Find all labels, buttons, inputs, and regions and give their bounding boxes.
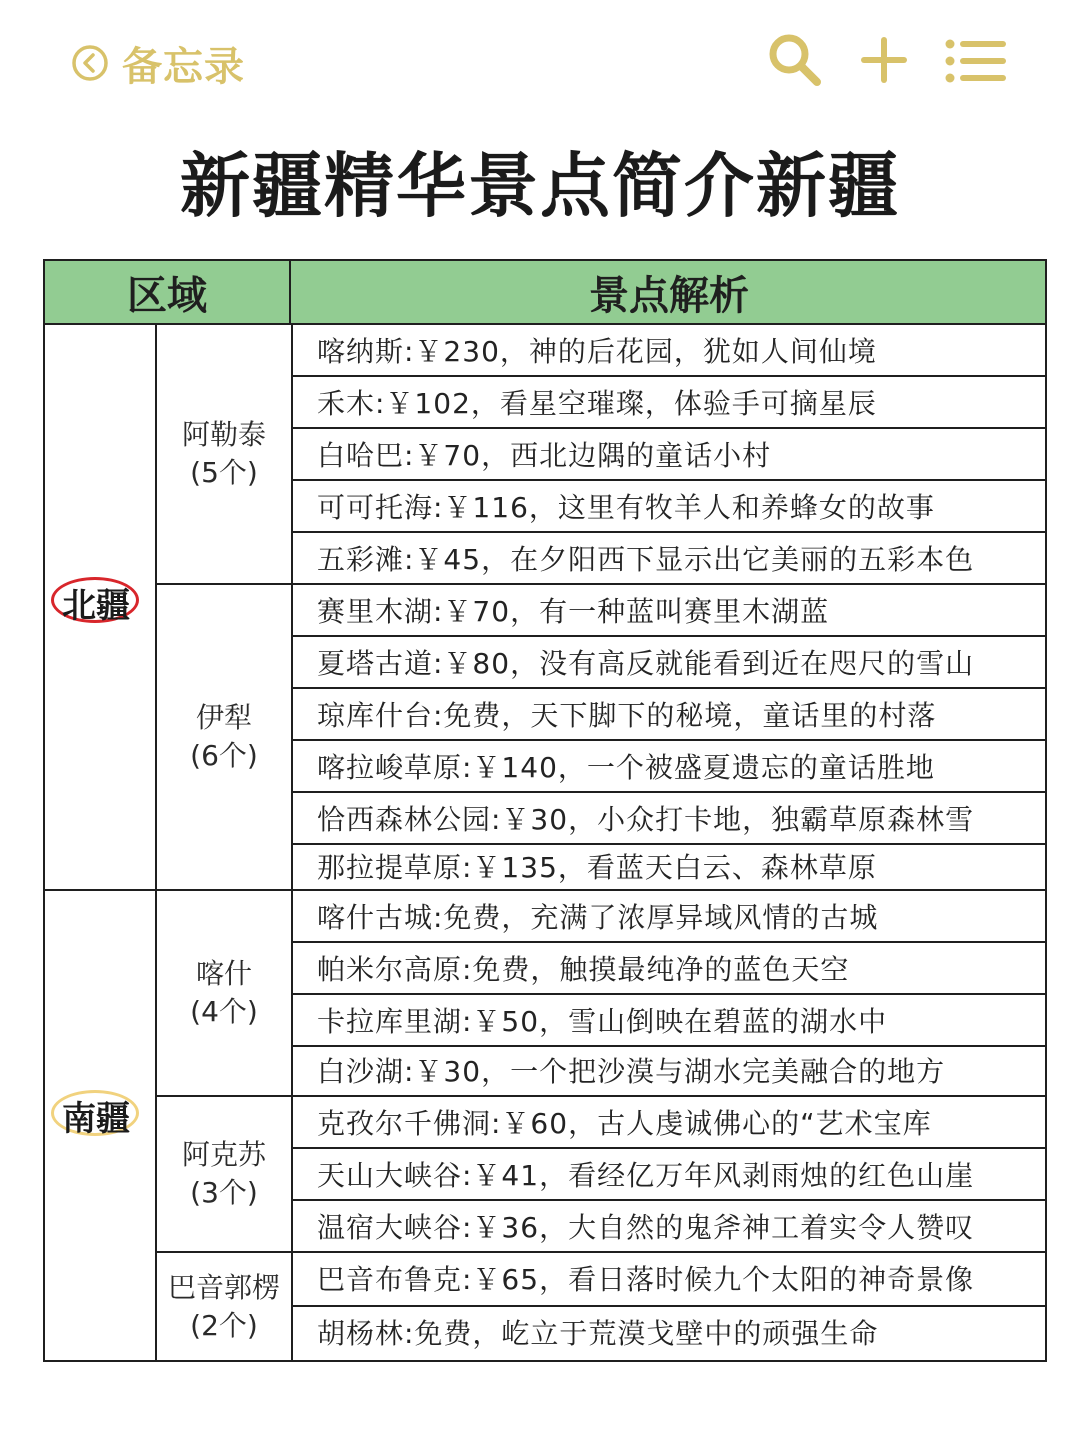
header-region: 区域 xyxy=(45,261,291,323)
table-row: 喀什古城:免费，充满了浓厚异域风情的古城 xyxy=(317,901,879,934)
region-label: 北疆 xyxy=(62,585,130,626)
subregion-bayingol xyxy=(157,1253,291,1360)
table-row: 胡杨林:免费，屹立于荒漠戈壁中的顽强生命 xyxy=(317,1317,879,1350)
table-row: 天山大峡谷:￥41，看经亿万年风剥雨烛的红色山崖 xyxy=(317,1159,975,1192)
top-bar xyxy=(0,0,1080,110)
header-detail: 景点解析 xyxy=(589,272,749,319)
table-row: 喀纳斯:￥230，神的后花园，犹如人间仙境 xyxy=(317,335,877,368)
table-row: 恰西森林公园:￥30，小众打卡地，独霸草原森林雪 xyxy=(317,803,975,836)
subregion-count: (6个) xyxy=(190,739,258,772)
table-row: 那拉提草原:￥135，看蓝天白云、森林草原 xyxy=(317,851,877,884)
table-row: 禾木:￥102，看星空璀璨，体验手可摘星辰 xyxy=(317,387,877,420)
region-label: 南疆 xyxy=(62,1098,130,1139)
subregion-count: (3个) xyxy=(190,1176,258,1209)
subregion-name: 阿克苏 xyxy=(181,1138,266,1171)
search-icon[interactable] xyxy=(765,30,825,90)
region-north xyxy=(51,577,147,627)
table-row: 温宿大峡谷:￥36，大自然的鬼斧神工着实令人赞叹 xyxy=(317,1211,975,1244)
table-row: 夏塔古道:￥80，没有高反就能看到近在咫尺的雪山 xyxy=(317,647,975,680)
subregion-altay xyxy=(157,325,291,583)
subregion-aksu xyxy=(157,1097,291,1251)
subregion-count: (4个) xyxy=(190,995,258,1028)
page-title: 新疆精华景点简介新疆 xyxy=(180,145,900,227)
back-button[interactable] xyxy=(70,38,245,88)
subregion-count: (2个) xyxy=(190,1308,258,1342)
table-row: 可可托海:￥116，这里有牧羊人和养蜂女的故事 xyxy=(317,491,935,524)
table-row: 喀拉峻草原:￥140，一个被盛夏遗忘的童话胜地 xyxy=(317,751,935,784)
table-header xyxy=(45,261,1045,325)
menu-icon[interactable] xyxy=(945,38,1007,84)
subregion-count: (5个) xyxy=(190,456,258,489)
subregion-ili xyxy=(157,585,291,889)
region-south xyxy=(51,1090,147,1140)
attractions-table xyxy=(43,259,1047,1362)
back-label: 备忘录 xyxy=(122,43,245,90)
table-row: 克孜尔千佛洞:￥60，古人虔诚佛心的“艺术宝库 xyxy=(317,1107,932,1140)
table-row: 巴音布鲁克:￥65，看日落时候九个太阳的神奇景像 xyxy=(317,1263,975,1296)
subregion-name: 阿勒泰 xyxy=(181,418,266,451)
table-row: 帕米尔高原:免费，触摸最纯净的蓝色天空 xyxy=(317,953,850,986)
subregion-kashgar xyxy=(157,891,291,1095)
table-row: 白哈巴:￥70，西北边隅的童话小村 xyxy=(317,439,772,472)
back-icon xyxy=(70,43,110,83)
table-row: 卡拉库里湖:￥50，雪山倒映在碧蓝的湖水中 xyxy=(317,1005,888,1038)
table-row: 白沙湖:￥30，一个把沙漠与湖水完美融合的地方 xyxy=(317,1055,946,1088)
table-row: 赛里木湖:￥70，有一种蓝叫赛里木湖蓝 xyxy=(317,595,830,628)
plus-icon[interactable] xyxy=(860,36,908,84)
subregion-name: 巴音郭楞 xyxy=(167,1270,280,1304)
subregion-name: 喀什 xyxy=(195,957,252,990)
table-row: 琼库什台:免费，天下脚下的秘境，童话里的村落 xyxy=(317,699,937,732)
subregion-name: 伊犁 xyxy=(195,701,252,734)
table-row: 五彩滩:￥45，在夕阳西下显示出它美丽的五彩本色 xyxy=(317,543,975,576)
